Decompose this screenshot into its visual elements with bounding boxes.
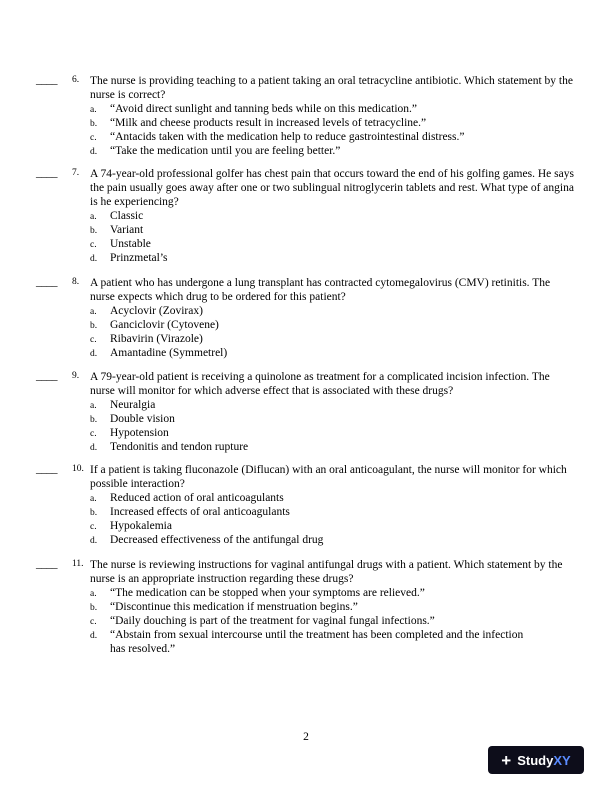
- option-letter: d.: [90, 443, 98, 453]
- option-letter: d.: [90, 536, 98, 546]
- option-text: Classic: [110, 210, 144, 222]
- option-letter: c.: [90, 240, 97, 250]
- question-stem: A patient who has undergone a lung transplant has contracted cytomegalovirus (CMV) retinitis. The nurse expects which drug to be ordered for this patient?: [90, 277, 551, 303]
- option-letter: b.: [90, 321, 98, 331]
- option-letter: c.: [90, 335, 97, 345]
- option-text: “Abstain from sexual intercourse until the treatment has been completed and the infection has resolved.”: [110, 629, 524, 655]
- question-number: 10.: [72, 464, 84, 474]
- plus-icon: +: [501, 750, 512, 770]
- option-text: “Antacids taken with the medication help to reduce gastrointestinal distress.”: [110, 131, 465, 143]
- option-text: Amantadine (Symmetrel): [110, 347, 228, 359]
- option-text: Tendonitis and tendon rupture: [110, 441, 249, 453]
- option-letter: b.: [90, 119, 98, 129]
- option-letter: d.: [90, 254, 98, 264]
- question-stem: A 74-year-old professional golfer has chest pain that occurs toward the end of his golfing games. He says the pain usually goes away after one or two sublingual nitroglycerin tablets and rest. What type of angina is he experiencing?: [90, 168, 574, 208]
- option-text: Reduced action of oral anticoagulants: [110, 492, 284, 504]
- option-letter: b.: [90, 603, 98, 613]
- option-text: Increased effects of oral anticoagulants: [110, 506, 290, 518]
- option-letter: c.: [90, 522, 97, 532]
- option-letter: c.: [90, 617, 97, 627]
- question-number: 7.: [72, 168, 80, 178]
- option-text: Neuralgia: [110, 399, 156, 411]
- option-text: Hypotension: [110, 427, 169, 439]
- option-text: “Daily douching is part of the treatment for vaginal fungal infections.”: [110, 615, 435, 627]
- page-number: 2: [303, 731, 309, 743]
- option-text: “Take the medication until you are feeling better.”: [110, 145, 341, 157]
- option-letter: c.: [90, 133, 97, 143]
- option-letter: a.: [90, 494, 97, 504]
- question-number: 6.: [72, 75, 80, 85]
- option-letter: a.: [90, 307, 97, 317]
- option-text: Decreased effectiveness of the antifungal drug: [110, 534, 324, 546]
- option-text: “The medication can be stopped when your symptoms are relieved.”: [110, 587, 425, 599]
- option-letter: a.: [90, 589, 97, 599]
- question-stem: A 79-year-old patient is receiving a quinolone as treatment for a complicated incision infection. The nurse will monitor for which adverse effect that is associated with these drugs?: [90, 371, 550, 397]
- option-letter: b.: [90, 508, 98, 518]
- option-letter: c.: [90, 429, 97, 439]
- badge-prefix: Study: [517, 752, 554, 768]
- studyxy-badge[interactable]: [488, 746, 584, 774]
- option-text: Variant: [110, 224, 144, 236]
- answer-blank: ____: [36, 558, 57, 570]
- option-text: Unstable: [110, 238, 151, 250]
- answer-blank: ____: [36, 167, 57, 179]
- option-letter: b.: [90, 226, 98, 236]
- option-letter: a.: [90, 401, 97, 411]
- option-letter: a.: [90, 212, 97, 222]
- option-text: Ganciclovir (Cytovene): [110, 319, 219, 331]
- option-text: Hypokalemia: [110, 520, 172, 532]
- option-letter: a.: [90, 105, 97, 115]
- question-number: 8.: [72, 277, 80, 287]
- question-stem: The nurse is providing teaching to a patient taking an oral tetracycline antibiotic. Which statement by the nurse is correct?: [90, 75, 573, 101]
- option-text: “Discontinue this medication if menstruation begins.”: [110, 601, 358, 613]
- badge-suffix: XY: [553, 752, 571, 768]
- answer-blank: ____: [36, 74, 57, 86]
- question-number: 11.: [72, 559, 84, 569]
- option-letter: d.: [90, 631, 98, 641]
- option-letter: d.: [90, 147, 98, 157]
- question-stem: The nurse is reviewing instructions for vaginal antifungal drugs with a patient. Which statement by the nurse is an appropriate instruction regarding these drugs?: [90, 559, 563, 585]
- option-text: Prinzmetal’s: [110, 252, 168, 264]
- answer-blank: ____: [36, 370, 57, 382]
- option-text: “Avoid direct sunlight and tanning beds while on this medication.”: [110, 103, 418, 115]
- answer-blank: ____: [36, 276, 57, 288]
- option-letter: b.: [90, 415, 98, 425]
- answer-blank: ____: [36, 463, 57, 475]
- option-text: Ribavirin (Virazole): [110, 333, 203, 345]
- question-stem: If a patient is taking fluconazole (Diflucan) with an oral anticoagulant, the nurse will monitor for which possible interaction?: [90, 464, 567, 490]
- question-number: 9.: [72, 371, 80, 381]
- option-text: “Milk and cheese products result in increased levels of tetracycline.”: [110, 117, 427, 129]
- option-text: Double vision: [110, 413, 175, 425]
- option-letter: d.: [90, 349, 98, 359]
- option-text: Acyclovir (Zovirax): [110, 305, 203, 317]
